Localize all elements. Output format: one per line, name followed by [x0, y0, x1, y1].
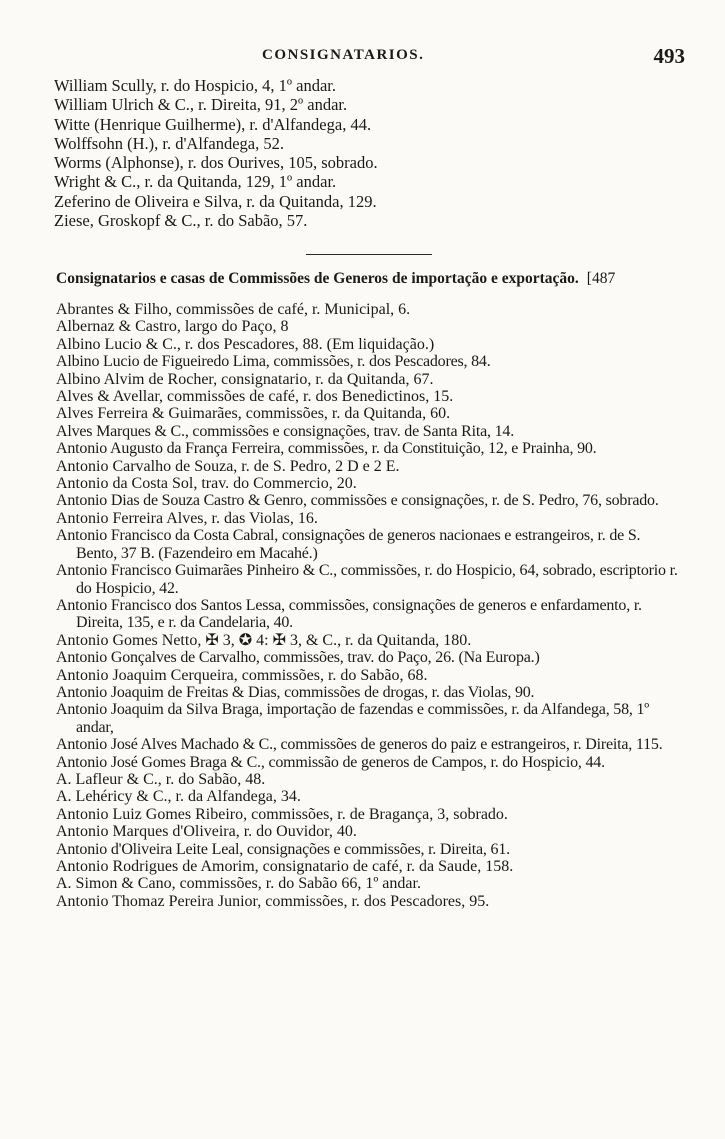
list-item: Antonio Luiz Gomes Ribeiro, commissões, r. de Bragança, 3, sobrado.	[56, 805, 508, 823]
list-item: Antonio Marques d'Oliveira, r. do Ouvidor, 40.	[56, 823, 357, 841]
list-item: Worms (Alphonse), r. dos Ourives, 105, sobrado.	[54, 153, 378, 173]
list-item: A. Lehéricy & C., r. da Alfandega, 34.	[56, 788, 301, 806]
running-head	[0, 44, 725, 69]
list-item: Antonio Augusto da França Ferreira, commissões, r. da Constituição, 12, e Prainha, 90.	[56, 440, 597, 458]
section-entries	[56, 301, 684, 910]
list-item: Antonio Francisco Guimarães Pinheiro & C., commissões, r. do Hospicio, 64, sobrado, escriptorio r. do Hospicio, 42.	[56, 562, 678, 597]
list-item: A. Lafleur & C., r. do Sabão, 48.	[56, 770, 266, 788]
list-item: Antonio Joaquim de Freitas & Dias, commissões de drogas, r. das Violas, 90.	[56, 683, 535, 701]
list-item: Wright & C., r. da Quitanda, 129, 1º andar.	[54, 172, 337, 192]
list-item: Alves Marques & C., commissões e consignações, trav. de Santa Rita, 14.	[56, 422, 515, 440]
section-heading	[56, 270, 696, 288]
list-item: Albino Lucio & C., r. dos Pescadores, 88. (Em liquidação.)	[56, 335, 435, 353]
list-item: Ziese, Groskopf & C., r. do Sabão, 57.	[54, 211, 308, 231]
list-item: Antonio da Costa Sol, trav. do Commercio, 20.	[56, 475, 357, 493]
list-item: Antonio José Gomes Braga & C., commissão de generos de Campos, r. do Hospicio, 44.	[56, 753, 605, 771]
list-item: Wolffsohn (H.), r. d'Alfandega, 52.	[54, 133, 285, 153]
list-item: Antonio Gonçalves de Carvalho, commissões, trav. do Paço, 26. (Na Europa.)	[56, 649, 540, 667]
list-item: Witte (Henrique Guilherme), r. d'Alfandega, 44.	[54, 114, 372, 134]
section-heading-text: Consignatarios e casas de Commissões de Generos de importação e exportação.	[56, 270, 579, 287]
list-item: William Ulrich & C., r. Direita, 91, 2º andar.	[54, 95, 348, 115]
list-item: Abrantes & Filho, commissões de café, r. Municipal, 6.	[56, 301, 411, 318]
list-item: Albino Alvim de Rocher, consignatario, r. da Quitanda, 67.	[56, 370, 434, 388]
list-item: Antonio Gomes Netto, ✠ 3, ✪ 4: ✠ 3, & C., r. da Quitanda, 180.	[56, 631, 472, 649]
list-item: Antonio Rodrigues de Amorim, consignatario de café, r. da Saude, 158.	[56, 858, 514, 875]
list-item: Antonio Ferreira Alves, r. das Violas, 16.	[56, 509, 318, 527]
section-heading-ref: [487	[586, 270, 616, 287]
list-item: William Scully, r. do Hospicio, 4, 1º andar.	[54, 76, 337, 95]
page-number: 493	[653, 44, 685, 68]
list-item: Antonio Carvalho de Souza, r. de S. Pedro, 2 D e 2 E.	[56, 457, 400, 475]
list-item: Antonio José Alves Machado & C., commissões de generos do paiz e estrangeiros, r. Direita, 115.	[56, 736, 663, 754]
list-item: Antonio Joaquim Cerqueira, commissões, r. do Sabão, 68.	[56, 666, 428, 684]
section-divider	[306, 254, 432, 255]
running-title: CONSIGNATARIOS.	[262, 47, 425, 63]
list-item: Albino Lucio de Figueiredo Lima, commissões, r. dos Pescadores, 84.	[56, 353, 491, 371]
list-item: Albernaz & Castro, largo do Paço, 8	[56, 318, 289, 336]
continued-list	[54, 76, 694, 230]
list-item: Alves Ferreira & Guimarães, commissões, r. da Quitanda, 60.	[56, 405, 451, 423]
list-item: Antonio Dias de Souza Castro & Genro, commissões e consignações, r. de S. Pedro, 76, sobrado.	[56, 492, 659, 510]
list-item: Antonio Thomaz Pereira Junior, commissões, r. dos Pescadores, 95.	[56, 892, 490, 910]
list-item: Antonio Joaquim da Silva Braga, importação de fazendas e commissões, r. da Alfandega, 58, 1º andar,	[56, 701, 650, 736]
list-item: Antonio Francisco dos Santos Lessa, commissões, consignações de generos e enfardamento, r. Direita, 135, e r. da Candelaria, 40.	[56, 596, 642, 632]
list-item: Antonio Francisco da Costa Cabral, consignações de generos nacionaes e estrangeiros, r. de S. Bento, 37 B. (Fazendeiro em Macahé.)	[56, 527, 641, 562]
list-item: A. Simon & Cano, commissões, r. do Sabão 66, 1º andar.	[56, 875, 421, 893]
list-item: Zeferino de Oliveira e Silva, r. da Quitanda, 129.	[54, 191, 377, 211]
list-item: Antonio d'Oliveira Leite Leal, consignações e commissões, r. Direita, 61.	[56, 840, 510, 858]
list-item: Alves & Avellar, commissões de café, r. dos Benedictinos, 15.	[56, 388, 454, 406]
